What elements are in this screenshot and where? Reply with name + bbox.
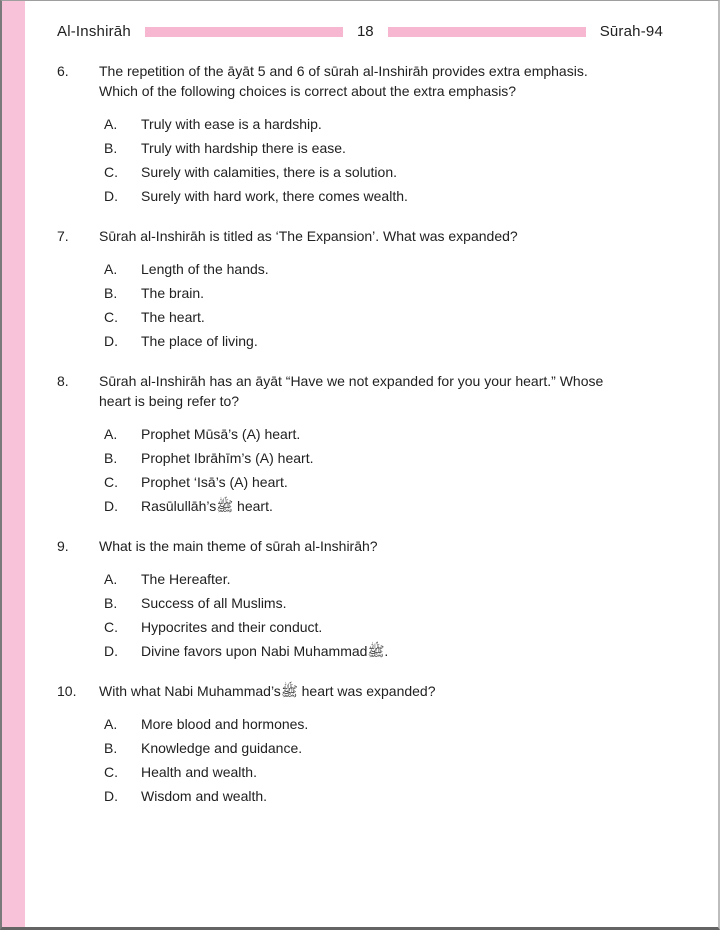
question-text-line: What is the main theme of sūrah al-Inshirāh?	[99, 538, 378, 554]
option-text: Truly with ease is a hardship.	[141, 116, 322, 132]
option-text: Prophet Ibrāhīm’s (A) heart.	[141, 450, 314, 466]
option-text: Knowledge and guidance.	[141, 740, 303, 756]
options-list	[57, 424, 663, 516]
option-row	[104, 448, 663, 468]
option-text: More blood and hormones.	[141, 716, 309, 732]
option-row	[104, 593, 663, 613]
option-letter: D.	[104, 498, 118, 514]
option-letter: D.	[104, 188, 118, 204]
option-row	[104, 641, 663, 661]
option-text: Length of the hands.	[141, 261, 269, 277]
option-row	[104, 496, 663, 516]
question-text-line: With what Nabi Muhammad’sﷺ heart was expanded?	[99, 683, 436, 699]
question-text-line: The repetition of the āyāt 5 and 6 of sūrah al-Inshirāh provides extra emphasis.	[99, 63, 588, 79]
question-number: 8.	[57, 373, 69, 389]
option-row	[104, 424, 663, 444]
option-letter: B.	[104, 595, 118, 611]
question-text	[99, 371, 603, 411]
options-list	[57, 259, 663, 351]
question-block-10	[57, 681, 663, 806]
option-row	[104, 331, 663, 351]
question-block-8	[57, 371, 663, 516]
question-block-7	[57, 226, 663, 351]
question-head	[57, 61, 663, 101]
option-letter: A.	[104, 426, 118, 442]
question-block-6	[57, 61, 663, 206]
question-number: 9.	[57, 538, 69, 554]
question-text	[99, 226, 518, 246]
option-text: Surely with calamities, there is a solution.	[141, 164, 397, 180]
option-row	[104, 162, 663, 182]
option-row	[104, 283, 663, 303]
option-row	[104, 786, 663, 806]
option-text: Success of all Muslims.	[141, 595, 287, 611]
question-head	[57, 226, 663, 246]
option-letter: C.	[104, 474, 118, 490]
question-text-line: Which of the following choices is correct about the extra emphasis?	[99, 83, 517, 99]
question-text	[99, 61, 588, 101]
option-letter: D.	[104, 788, 118, 804]
option-row	[104, 569, 663, 589]
option-row	[104, 714, 663, 734]
question-text	[99, 681, 436, 701]
option-row	[104, 617, 663, 637]
option-text: Health and wealth.	[141, 764, 257, 780]
option-text: The heart.	[141, 309, 205, 325]
option-letter: B.	[104, 140, 118, 156]
option-text: Rasūlullāh’sﷺ heart.	[141, 498, 273, 514]
option-letter: D.	[104, 333, 118, 349]
question-head	[57, 681, 663, 701]
option-text: Prophet ‘Isā’s (A) heart.	[141, 474, 288, 490]
option-text: Wisdom and wealth.	[141, 788, 268, 804]
option-text: Surely with hard work, there comes wealth.	[141, 188, 408, 204]
header-rule-left	[145, 27, 343, 37]
page-content	[57, 1, 663, 826]
option-row	[104, 762, 663, 782]
question-number: 7.	[57, 228, 69, 244]
option-text: The place of living.	[141, 333, 258, 349]
question-number: 6.	[57, 63, 69, 79]
header-rule-right	[388, 27, 586, 37]
page-number: 18	[356, 23, 374, 40]
question-text-line: Sūrah al-Inshirāh has an āyāt “Have we not expanded for you your heart.” Whose	[99, 373, 604, 389]
questions-list	[57, 61, 663, 806]
option-text: Hypocrites and their conduct.	[141, 619, 323, 635]
option-letter: A.	[104, 571, 118, 587]
option-letter: B.	[104, 740, 118, 756]
question-text-line: Sūrah al-Inshirāh is titled as ‘The Expansion’. What was expanded?	[99, 228, 518, 244]
question-text-line: heart is being refer to?	[99, 393, 240, 409]
option-letter: C.	[104, 764, 118, 780]
option-text: Truly with hardship there is ease.	[141, 140, 346, 156]
option-row	[104, 472, 663, 492]
option-letter: A.	[104, 261, 118, 277]
option-letter: B.	[104, 285, 118, 301]
question-head	[57, 371, 663, 411]
option-row	[104, 259, 663, 279]
option-letter: C.	[104, 309, 118, 325]
left-accent-stripe	[2, 1, 25, 927]
option-text: Divine favors upon Nabi Muhammadﷺ.	[141, 643, 389, 659]
option-letter: C.	[104, 164, 118, 180]
option-letter: A.	[104, 716, 118, 732]
option-text: Prophet Mūsā’s (A) heart.	[141, 426, 301, 442]
option-letter: A.	[104, 116, 118, 132]
question-head	[57, 536, 663, 556]
option-letter: D.	[104, 643, 118, 659]
option-letter: B.	[104, 450, 118, 466]
options-list	[57, 114, 663, 206]
option-row	[104, 186, 663, 206]
page-header	[57, 23, 663, 40]
header-surah-name: Al-Inshirāh	[57, 23, 131, 40]
header-surah-number: Sūrah-94	[599, 23, 663, 40]
question-text	[99, 536, 378, 556]
question-number: 10.	[57, 683, 77, 699]
option-row	[104, 307, 663, 327]
option-row	[104, 738, 663, 758]
option-text: The brain.	[141, 285, 205, 301]
option-row	[104, 114, 663, 134]
options-list	[57, 714, 663, 806]
question-block-9	[57, 536, 663, 661]
option-letter: C.	[104, 619, 118, 635]
options-list	[57, 569, 663, 661]
option-text: The Hereafter.	[141, 571, 231, 587]
option-row	[104, 138, 663, 158]
